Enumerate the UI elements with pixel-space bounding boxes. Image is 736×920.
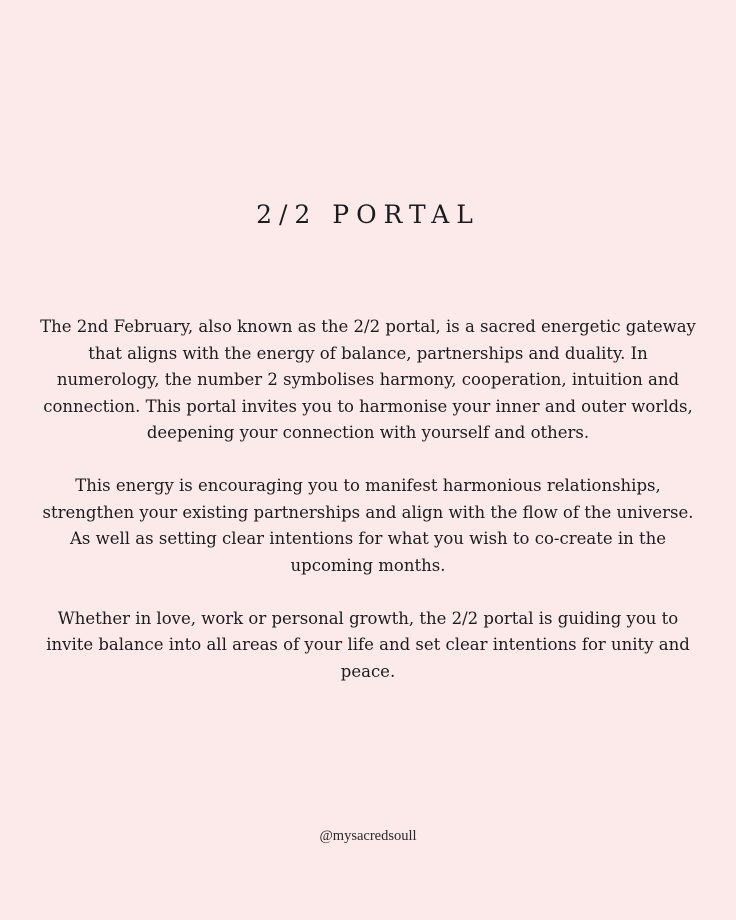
body-text bbox=[40, 314, 696, 712]
social-handle: @mysacredsoull bbox=[319, 828, 417, 844]
paragraph-1: The 2nd February, also known as the 2/2 portal, is a sacred energetic gateway that aligns with the energy of balance, partnerships and duality. In numerology, the number 2 symbolises harmony, cooperation, intuition and connection. This portal invites you to harmonise your inner and outer worlds, deepening your connection with yourself and others. bbox=[40, 317, 696, 442]
page-title: 2/2 PORTAL bbox=[256, 200, 480, 229]
paragraph-2: This energy is encouraging you to manifest harmonious relationships, strengthen your existing partnerships and align with the flow of the universe. As well as setting clear intentions for what you wish to co-create in the upcoming months. bbox=[42, 476, 694, 575]
paragraph-3: Whether in love, work or personal growth, the 2/2 portal is guiding you to invite balance into all areas of your life and set clear intentions for unity and peace. bbox=[46, 608, 690, 681]
